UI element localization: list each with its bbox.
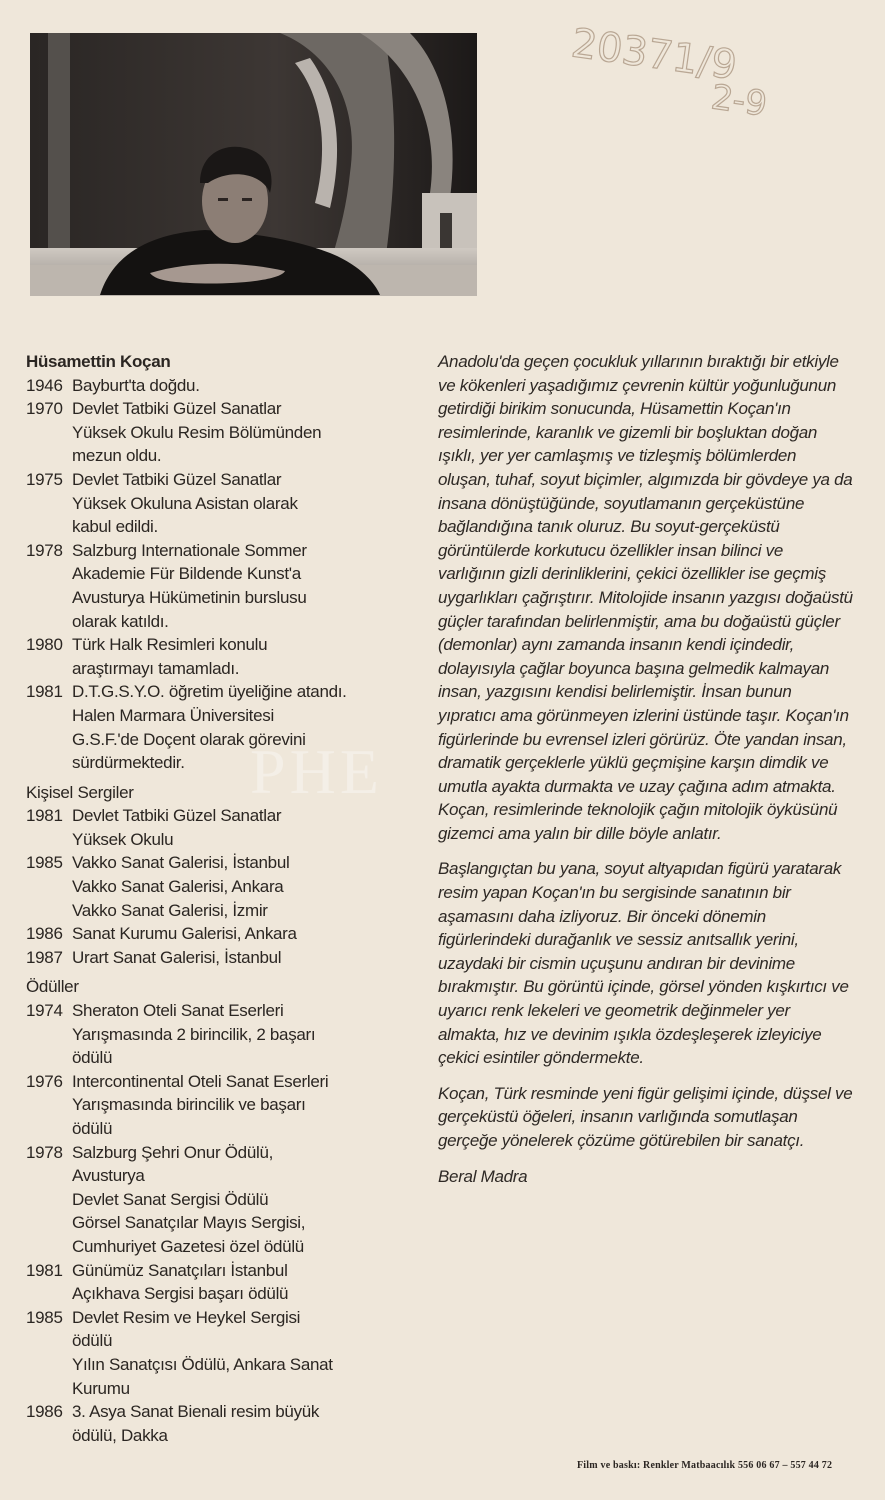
essay-author: Beral Madra [438,1166,528,1186]
entry-line: 3. Asya Sanat Bienali resim büyük [72,1402,320,1422]
entry-line: Sheraton Oteli Sanat Eserleri [72,1001,284,1021]
entry-text [72,1259,426,1306]
awards-list [26,999,426,1447]
entry-line: D.T.G.S.Y.O. öğretim üyeliğine atandı. [72,682,347,702]
entry-line: Yarışmasında 2 birincilik, 2 başarı [72,1024,316,1044]
biography-column [26,350,426,1447]
artist-photo [30,33,477,296]
entry-year: 1975 [26,469,63,489]
entry-line: araştırmayı tamamladı. [72,658,240,678]
entry-text [72,1070,426,1141]
timeline-entry [26,374,426,398]
artist-name: Hüsamettin Koçan [26,352,171,371]
entry-line: Günümüz Sanatçıları İstanbul [72,1260,288,1280]
timeline-entry [26,539,426,633]
essay-paragraph: Başlangıçtan bu yana, soyut altyapıdan figürü yaratarak resim yapan Koçan'ın bu sergisinde sanatının bir aşamasını daha izliyoruz. Bir önceki dönemin figürlerindeki durağanlık ve sessiz anıtsallık yerini, uzaydaki bir cismin uçuşunu andıran bir devinime bırakmıştır. Bu görüntü içinde, görsel yönden kışkırtıcı ve uyarıcı renk lekeleri ve geometrik değinmeler yer almakta, hız ve devinim ışıkla özdeşleşerek izleyiciye çekici esintiler göndermekte. [438,859,849,1068]
timeline-entry [26,804,426,851]
entry-line: Avusturya Hükümetinin burslusu [72,587,307,607]
entry-line: Halen Marmara Üniversitesi [72,705,274,725]
entry-year: 1974 [26,1001,63,1021]
entry-text [72,539,426,633]
entry-year: 1981 [26,682,63,702]
entry-text [72,397,426,468]
entry-text [72,999,426,1070]
entry-text [72,680,426,774]
entry-line: Bayburt'ta doğdu. [72,375,200,395]
entry-line: mezun oldu. [72,446,162,466]
entry-line: Türk Halk Resimleri konulu [72,635,268,655]
entry-year: 1985 [26,853,63,873]
entry-line: Cumhuriyet Gazetesi özel ödülü [72,1236,304,1256]
entry-year: 1978 [26,1142,63,1162]
timeline-entry [26,851,426,922]
exhibitions-heading: Kişisel Sergiler [26,782,134,802]
handwritten-annotation [560,8,840,128]
entry-line: Urart Sanat Galerisi, İstanbul [72,947,282,967]
timeline-entry [26,1306,426,1400]
entry-line: Intercontinental Oteli Sanat Eserleri [72,1071,329,1091]
entry-text [72,468,426,539]
entry-line: Açıkhava Sergisi başarı ödülü [72,1284,289,1304]
entry-line: Salzburg Şehri Onur Ödülü, [72,1142,274,1162]
entry-text [72,1306,426,1400]
timeline-entry [26,468,426,539]
entry-line: G.S.F.'de Doçent olarak görevini [72,729,306,749]
entry-line: ödülü [72,1331,113,1351]
entry-line: ödülü, Dakka [72,1425,168,1445]
entry-line: Görsel Sanatçılar Mayıs Sergisi, [72,1213,306,1233]
entry-year: 1976 [26,1071,63,1091]
entry-line: Devlet Tatbiki Güzel Sanatlar [72,399,282,419]
entry-text [72,851,426,922]
printer-credit: Film ve baskı: Renkler Matbaacılık 556 06 67 – 557 44 72 [577,1460,833,1471]
entry-line: Vakko Sanat Galerisi, Ankara [72,877,284,897]
entry-year: 1978 [26,540,63,560]
artist-photo-image [30,33,477,296]
entry-text [72,374,426,398]
entry-line: Vakko Sanat Galerisi, İstanbul [72,853,290,873]
timeline-entry [26,946,426,970]
entry-year: 1980 [26,635,63,655]
entry-line: Avusturya [72,1166,145,1186]
timeline-entry [26,633,426,680]
entry-line: Yarışmasında birincilik ve başarı [72,1095,306,1115]
entry-text [72,1141,426,1259]
entry-text [72,633,426,680]
entry-line: Devlet Tatbiki Güzel Sanatlar [72,806,282,826]
timeline-entry [26,922,426,946]
essay-column [438,350,853,1200]
timeline-entry [26,1400,426,1447]
essay-paragraph: Koçan, Türk resminde yeni figür gelişimi içinde, düşsel ve gerçeküstü öğeleri, insanın varlığında somutlaşan gerçeğe yönelerek çözüme götürebilen bir sanatçı. [438,1083,853,1150]
entry-text [72,946,426,970]
entry-line: Yüksek Okuluna Asistan olarak [72,493,298,513]
timeline-entry [26,1141,426,1259]
entry-line: Yılın Sanatçısı Ödülü, Ankara Sanat [72,1354,333,1374]
entry-text [72,804,426,851]
entry-year: 1946 [26,375,63,395]
timeline-entry [26,680,426,774]
entry-line: Devlet Sanat Sergisi Ödülü [72,1189,269,1209]
entry-year: 1981 [26,1260,63,1280]
entry-line: ödülü [72,1048,113,1068]
entry-line: Salzburg Internationale Sommer [72,540,307,560]
entry-year: 1970 [26,399,63,419]
watermark: PHE [250,736,383,807]
entry-line: Sanat Kurumu Galerisi, Ankara [72,924,297,944]
entry-year: 1986 [26,1402,63,1422]
timeline-entry [26,1070,426,1141]
handwriting-line2: 2-9 [708,77,770,125]
entry-line: Akademie Für Bildende Kunst'a [72,564,301,584]
entry-line: Devlet Resim ve Heykel Sergisi [72,1307,301,1327]
entry-year: 1987 [26,947,63,967]
entry-text [72,1400,426,1447]
entry-year: 1986 [26,924,63,944]
entry-line: Kurumu [72,1378,130,1398]
timeline-entry [26,999,426,1070]
handwriting-line1: 20371/9 [568,20,740,90]
entry-line: olarak katıldı. [72,611,169,631]
entry-year: 1981 [26,806,63,826]
biography-list [26,374,426,775]
timeline-entry [26,1259,426,1306]
entry-line: Yüksek Okulu Resim Bölümünden [72,422,322,442]
entry-line: sürdürmektedir. [72,753,185,773]
entry-text [72,922,426,946]
entry-line: Vakko Sanat Galerisi, İzmir [72,900,268,920]
entry-line: Yüksek Okulu [72,829,174,849]
entry-line: kabul edildi. [72,517,158,537]
entry-line: Devlet Tatbiki Güzel Sanatlar [72,469,282,489]
entry-year: 1985 [26,1307,63,1327]
awards-heading: Ödüller [26,977,79,997]
timeline-entry [26,397,426,468]
exhibitions-list [26,804,426,969]
entry-line: ödülü [72,1119,113,1138]
essay-paragraph: Anadolu'da geçen çocukluk yıllarının bıraktığı bir etkiyle ve kökenleri yaşadığımız çevrenin kültür yoğunluğunun getirdiği birikim sonucunda, Hüsamettin Koçan'ın resimlerinde, karanlık ve gizemli bir boşluktan doğan ışıklı, yer yer camlaşmış ve tizleşmiş bölümlerden oluşan, tuhaf, soyut biçimler, algımızda bir gövdeye ya da insana dönüştüğünde, soyutlamanın gerçeküstüne bağlandığına tanık oluruz. Bu soyut-gerçeküstü görüntülerde korkutucu özellikler insan bilinci ve varlığının gizli derinliklerini, çekici özellikler ise geçmiş uygarlıkları çağrıştırır. Mitolojide insanın yazgısı doğaüstü güçler tarafından belirlenmiştir, ama bu doğaüstü güçler (demonlar) aynı zamanda insanın kendi içindedir, dolayısıyla çağlar boyunca başına gelmedik kalmayan insan, yazgısını kendisi belirlemiştir. İnsan bunun yıpratıcı ama görünmeyen izlerini üstünde taşır. Koçan'ın figürlerinde bu evrensel izleri görürüz. Öte yandan insan, dramatik gerçeklerle yüklü geçmişine karşın dimdik ve umutla ayakta durmakta ve uzay çağına adım atmakta. Koçan, resimlerinde teknolojik çağın mitolojik öyküsünü gizemci ama yalın bir dille böyle anlatır. [438,352,853,843]
